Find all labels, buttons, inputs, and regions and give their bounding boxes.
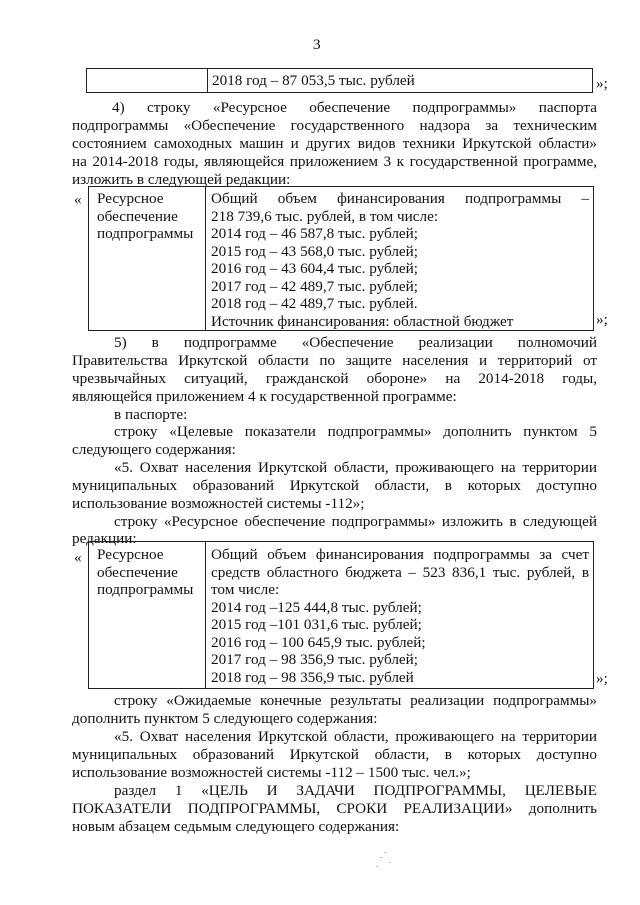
para4-line-5: изложить в следующей редакции:: [72, 171, 291, 188]
para5-line-3: чрезвычайных ситуаций, гражданской обороне» на 2014-2018 годы,: [72, 370, 597, 387]
top-table: [86, 68, 593, 93]
page-number: 3: [313, 36, 321, 53]
resource-table-1: [88, 186, 594, 331]
para4-line-2: подпрограммы «Обеспечение государственного надзора за техническим: [72, 117, 597, 134]
expected-line-2: дополнить пунктом 5 следующего содержания:: [72, 710, 378, 727]
section-line-2: ПОКАЗАТЕЛИ ПОДПРОГРАММЫ, СРОКИ РЕАЛИЗАЦИИ» дополнить: [72, 800, 597, 817]
top-table-divider: [207, 69, 208, 92]
table2-value-line-1: Общий объем финансирования подпрограммы за счет: [211, 546, 589, 563]
targets-line-1: строку «Целевые показатели подпрограммы» дополнить пунктом 5: [114, 423, 597, 440]
table1-close: »;: [596, 311, 608, 328]
para4-line-3: состоянием самоходных машин и других видов техники Иркутской области»: [72, 135, 597, 152]
scan-speck: [380, 857, 382, 858]
scan-speck: [384, 852, 386, 853]
para5-line-2: Правительства Иркутской области по защите населения и территорий от: [72, 352, 597, 369]
table1-value: [211, 190, 589, 330]
table2-open-quote: «: [74, 549, 82, 566]
targets-line-2: следующего содержания:: [72, 441, 236, 458]
table2-value-line-3: том числе:: [211, 581, 280, 598]
top-table-close: »;: [596, 75, 608, 92]
table2-close: »;: [596, 670, 608, 687]
table2-label-line-3: подпрограммы: [97, 581, 194, 598]
table2-label-line-1: Ресурсное: [97, 546, 164, 563]
resource-table-2: [88, 541, 594, 689]
table1-value-line-8: Источник финансирования: областной бюджет: [211, 312, 514, 330]
table1-value-line-1: Общий объем финансирования подпрограммы –: [211, 190, 589, 207]
table1-open-quote: «: [74, 191, 82, 208]
table2-value-line-5: 2015 год –101 031,6 тыс. рублей;: [211, 616, 422, 633]
top-table-value: 2018 год – 87 053,5 тыс. рублей: [212, 72, 415, 89]
table1-label: [97, 190, 193, 243]
item5a-line-1: «5. Охват населения Иркутской области, проживающего на территории: [114, 459, 597, 476]
table1-value-line-4: 2015 год – 43 568,0 тыс. рублей;: [211, 242, 419, 260]
scan-speck: [376, 866, 378, 867]
table1-label-line-1: Ресурсное: [97, 190, 164, 207]
para4-line-4: на 2014-2018 годы, являющейся приложением 3 к государственной программе,: [72, 153, 597, 170]
item5b-line-3: использование возможностей системы -112 – 1500 тыс. чел.»;: [72, 764, 471, 781]
table2-value-line-8: 2018 год – 98 356,9 тыс. рублей: [211, 668, 414, 686]
para4-line-1: 4) строку «Ресурсное обеспечение подпрограммы» паспорта: [112, 99, 597, 116]
expected-line-1: строку «Ожидаемые конечные результаты реализации подпрограммы»: [114, 692, 597, 709]
item5b-line-1: «5. Охват населения Иркутской области, проживающего на территории: [114, 728, 597, 745]
table2-value: [211, 546, 589, 686]
table2-value-line-2: средств областного бюджета – 523 836,1 тыс. рублей, в: [211, 563, 589, 581]
table1-divider: [205, 187, 206, 330]
table2-value-line-6: 2016 год – 100 645,9 тыс. рублей;: [211, 633, 426, 651]
table2-label-line-2: обеспечение: [97, 563, 178, 581]
table1-value-line-5: 2016 год – 43 604,4 тыс. рублей;: [211, 260, 419, 277]
table2-divider: [205, 542, 206, 688]
para5-line-1: 5) в подпрограмме «Обеспечение реализации полномочий: [114, 334, 597, 351]
table1-label-line-3: подпрограммы: [97, 225, 194, 242]
item5b-line-2: муниципальных образований Иркутской области, в которых доступно: [72, 746, 597, 763]
in-passport: в паспорте:: [114, 406, 188, 423]
section-line-1: раздел 1 «ЦЕЛЬ И ЗАДАЧИ ПОДПРОГРАММЫ, ЦЕЛЕВЫЕ: [114, 782, 597, 799]
table1-value-line-6: 2017 год – 42 489,7 тыс. рублей;: [211, 277, 419, 295]
resource-line-2: редакции:: [72, 530, 137, 547]
scan-speck: [389, 862, 391, 863]
table1-value-line-7: 2018 год – 42 489,7 тыс. рублей.: [211, 295, 418, 312]
item5a-line-3: использование возможностей системы -112»;: [72, 495, 365, 512]
table2-label: [97, 546, 193, 599]
section-line-3: новым абзацем седьмым следующего содержания:: [72, 818, 400, 835]
para5-line-4: являющейся приложением 4 к государственной программе:: [72, 388, 457, 405]
table2-value-line-4: 2014 год –125 444,8 тыс. рублей;: [211, 598, 422, 616]
table1-value-line-3: 2014 год – 46 587,8 тыс. рублей;: [211, 225, 419, 242]
item5a-line-2: муниципальных образований Иркутской области, в которых доступно: [72, 477, 597, 494]
table1-label-line-2: обеспечение: [97, 207, 178, 225]
table1-value-line-2: 218 739,6 тыс. рублей, в том числе:: [211, 207, 439, 225]
resource-line-1: строку «Ресурсное обеспечение подпрограммы» изложить в следующей: [114, 513, 597, 530]
table2-value-line-7: 2017 год – 98 356,9 тыс. рублей;: [211, 651, 419, 668]
